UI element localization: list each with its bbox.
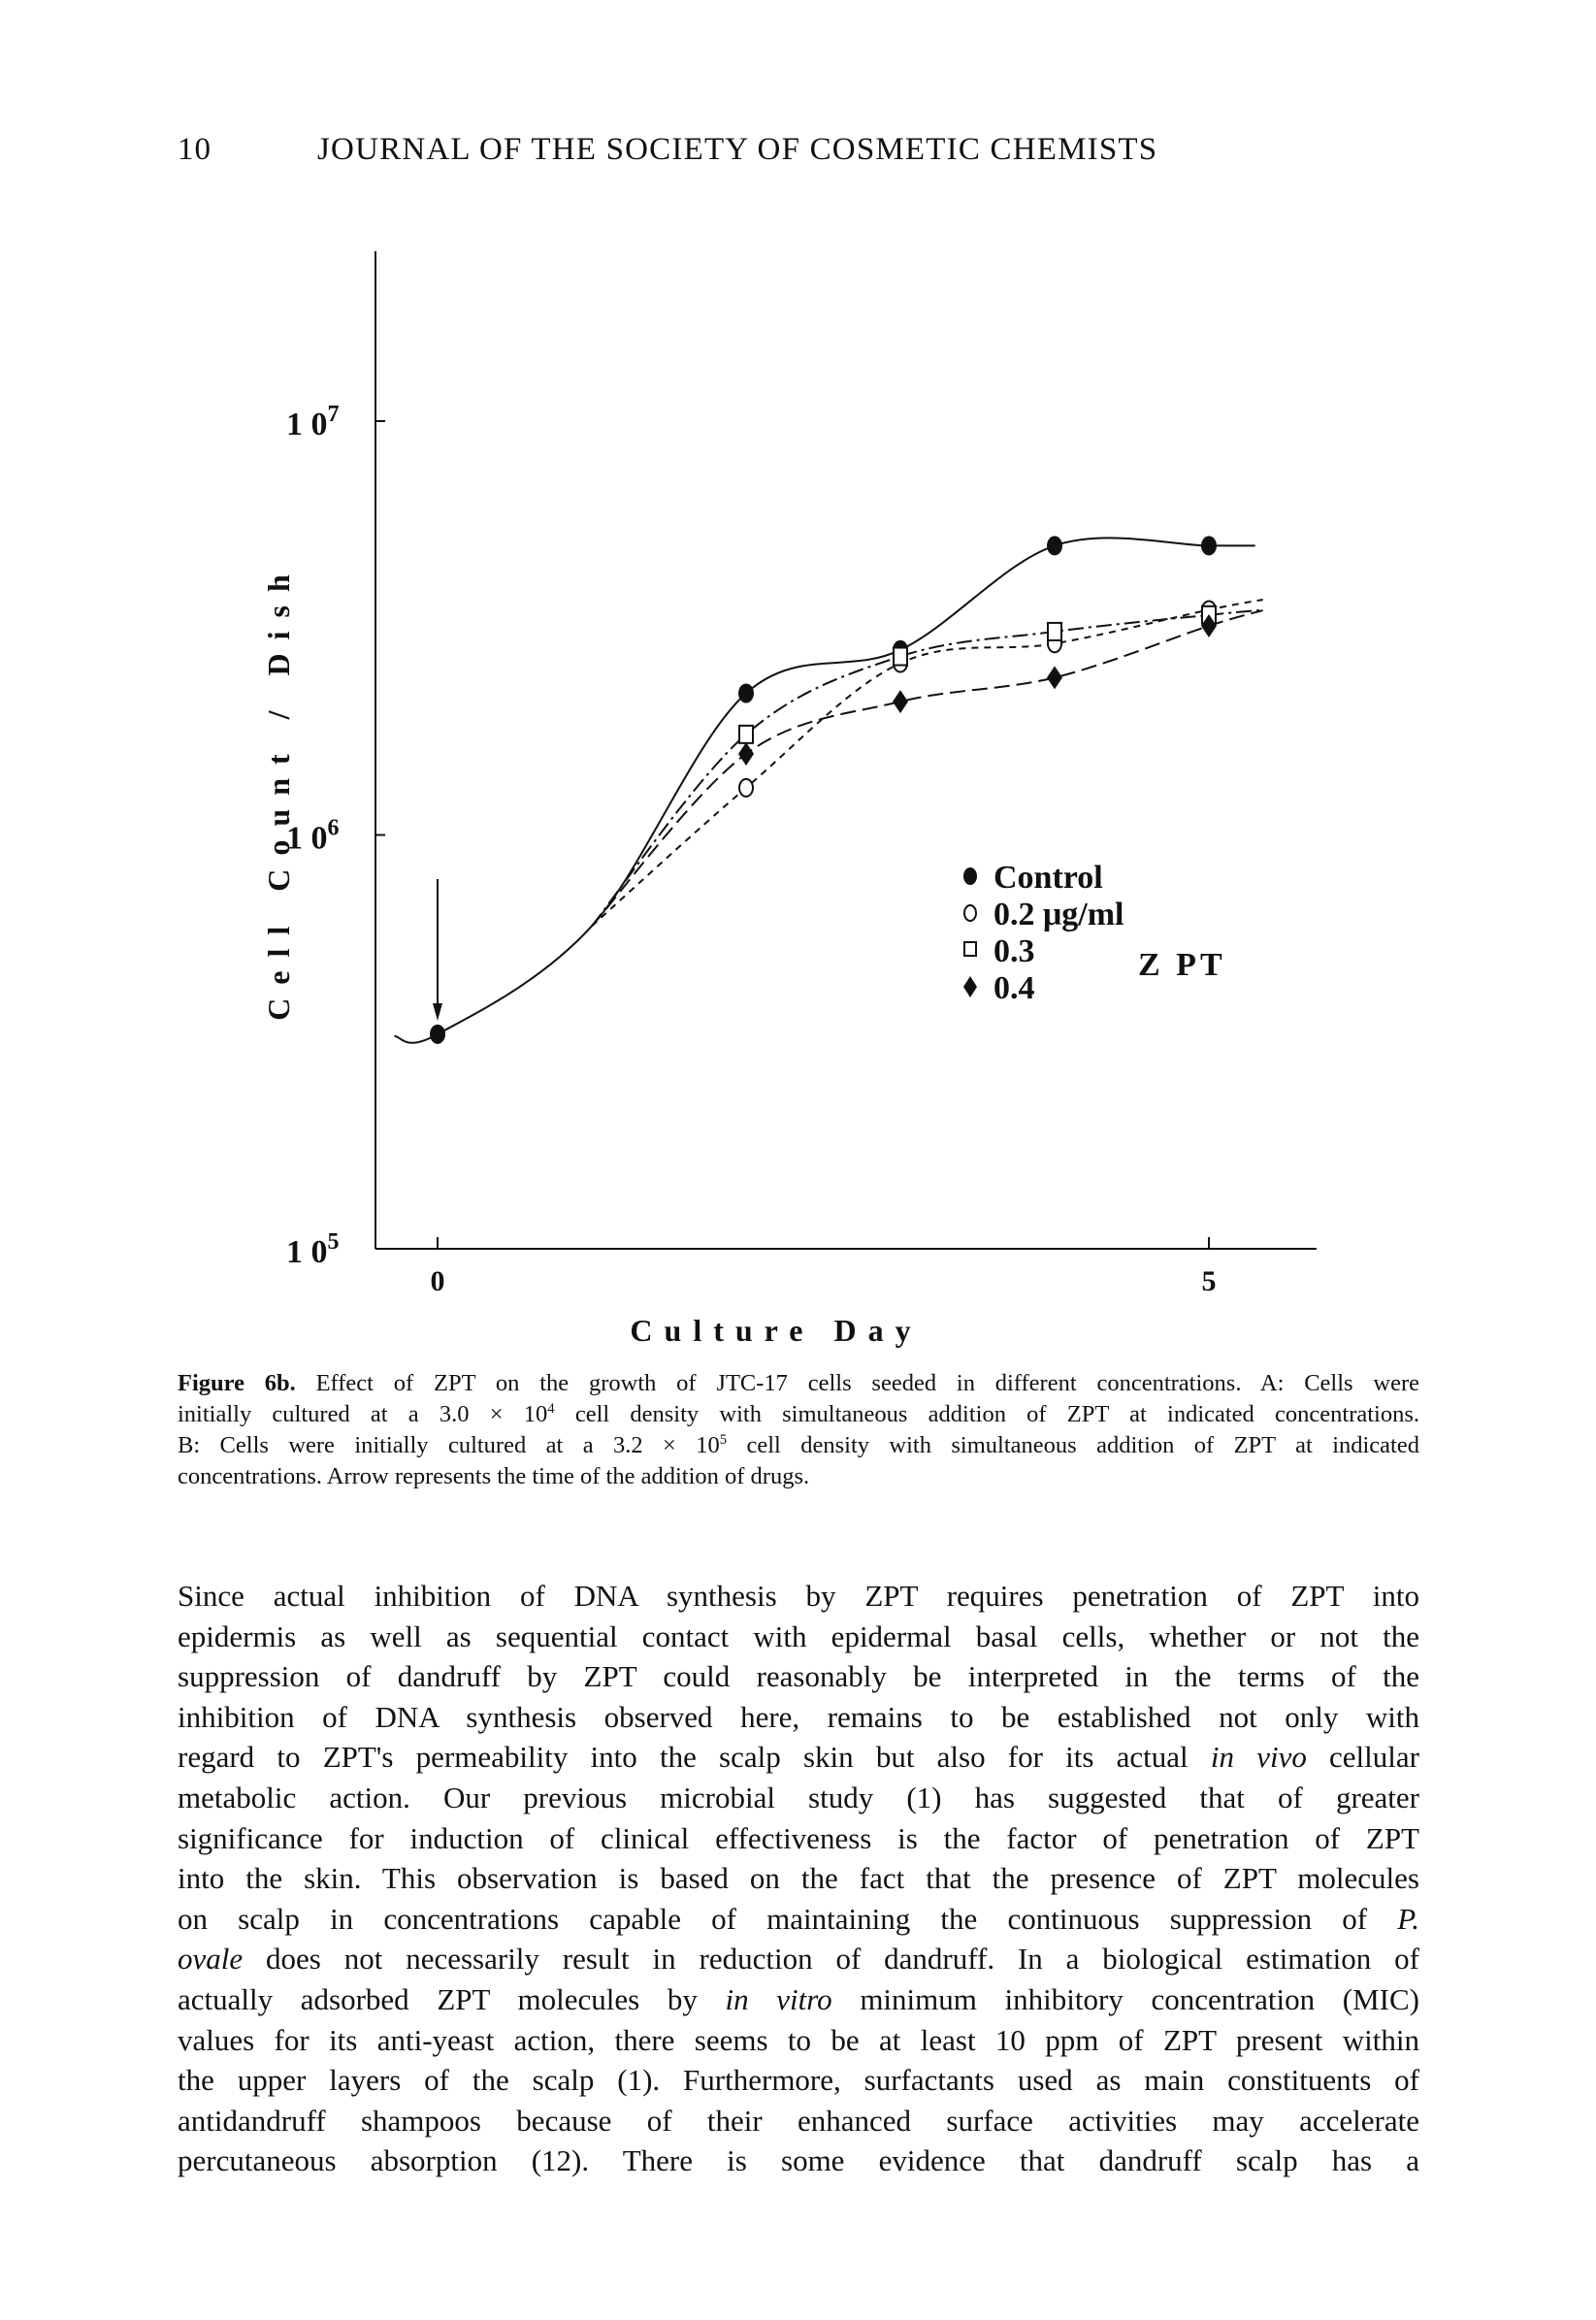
text-segment: into the skin. This observation is based on the fact that the presence of ZPT molecules (178, 1861, 1419, 1896)
text-line (178, 1979, 1419, 2020)
legend-marker-diamond-icon (963, 976, 977, 997)
text-segment: significance for induction of clinical effectiveness is the factor of penetration of ZPT (178, 1820, 1419, 1855)
text-segment: antidandruff shampoos because of their enhanced surface activities may accelerate (178, 2103, 1419, 2138)
text-segment: in vivo (1210, 1740, 1307, 1775)
text-segment: the upper layers of the scalp (1). Furthermore, surfactants used as main constituents of (178, 2063, 1419, 2098)
text-line (178, 1818, 1419, 1859)
legend-marker-open-square-icon (964, 942, 976, 956)
text-line (178, 1399, 1419, 1430)
tick-base: 1 0 (286, 1234, 328, 1270)
series-line-2 (592, 610, 1263, 927)
legend-marker-filled-circle-icon (963, 867, 977, 885)
legend-group-label: Z PT (1138, 947, 1226, 983)
text-segment: metabolic action. Our previous microbial study (1) has suggested that of greater (178, 1780, 1419, 1814)
text-line (178, 1737, 1419, 1778)
data-point-control (430, 1025, 445, 1044)
y-axis-label: Cell Count / Dish (261, 561, 296, 1021)
text-line (178, 1430, 1419, 1461)
legend-label: 0.2 μg/ml (993, 897, 1124, 932)
data-point-0-3 (739, 726, 753, 743)
series-line-1 (592, 600, 1263, 926)
text-segment: ovale (178, 1942, 244, 1977)
text-line (178, 2140, 1419, 2181)
text-line (178, 1617, 1419, 1657)
text-segment: on scalp in concentrations capable of maintaining the continuous suppression of (178, 1901, 1398, 1936)
series-line-3 (592, 610, 1263, 926)
x-tick-label: 0 (430, 1265, 445, 1297)
tick-exponent: 6 (327, 815, 340, 841)
text-line (178, 1899, 1419, 1940)
tick-exponent: 7 (327, 402, 340, 427)
text-line (178, 1858, 1419, 1899)
data-point-0-4 (1047, 666, 1062, 689)
text-segment: 5 (719, 1431, 728, 1448)
series-line-0 (394, 538, 1254, 1042)
text-segment: initially cultured at a 3.0 × 10 (178, 1401, 548, 1427)
text-segment: inhibition of DNA synthesis observed here, remains to be established not only with (178, 1699, 1419, 1734)
text-line (178, 1778, 1419, 1818)
text-segment: in vitro (725, 1981, 832, 2016)
text-line (178, 1368, 1419, 1399)
text-segment: minimum inhibitory concentration (MIC) (831, 1981, 1420, 2016)
tick-base: 1 0 (286, 407, 328, 442)
text-line (178, 2060, 1419, 2101)
text-segment: values for its anti-yeast action, there seems to be at least 10 ppm of ZPT present within (178, 2022, 1419, 2057)
text-line (178, 1576, 1419, 1617)
text-line (178, 1656, 1419, 1697)
tick-base: 1 0 (286, 820, 328, 857)
text-line (178, 2101, 1419, 2141)
text-segment: does not necessarily result in reduction of dandruff. In a biological estimation of (243, 1942, 1419, 1977)
body-paragraph (178, 1576, 1419, 2181)
legend-label: 0.4 (993, 970, 1035, 1006)
text-segment: suppression of dandruff by ZPT could reasonably be interpreted in the terms of the (178, 1659, 1419, 1694)
data-point-0-4 (738, 742, 754, 766)
text-segment: 4 (547, 1400, 555, 1417)
y-tick-label (286, 402, 340, 442)
text-segment: percutaneous absorption (12). There is some evidence that dandruff scalp has a (178, 2143, 1419, 2178)
data-point-0-2 (739, 779, 753, 797)
text-segment: cell density with simultaneous addition of ZPT at indicated concentrations. (554, 1401, 1420, 1427)
y-tick-label (286, 1229, 340, 1270)
text-segment: B: Cells were initially cultured at a 3.2 × 10 (178, 1432, 720, 1458)
x-axis-label: Culture Day (630, 1313, 923, 1348)
tick-exponent: 5 (327, 1229, 340, 1255)
text-segment: cell density with simultaneous addition of ZPT at indicated (727, 1432, 1419, 1458)
x-tick-label: 5 (1201, 1265, 1217, 1297)
data-point-0-3 (894, 648, 907, 666)
text-segment: actually adsorbed ZPT molecules by (178, 1981, 726, 2016)
text-line (178, 1939, 1419, 1979)
data-point-0-4 (893, 690, 908, 713)
text-segment: concentrations. Arrow represents the time of the addition of drugs. (178, 1463, 810, 1489)
data-point-control (1201, 536, 1217, 555)
data-point-control (1047, 536, 1062, 555)
legend-label: Control (993, 860, 1103, 896)
text-segment: cellular (1306, 1740, 1419, 1775)
legend-label: 0.3 (993, 933, 1035, 969)
text-segment: Effect of ZPT on the growth of JTC-17 cells seeded in different concentrations. A: Cells were (295, 1370, 1419, 1396)
text-line (178, 1461, 1419, 1492)
text-line (178, 2020, 1419, 2061)
figure-label: Figure 6b. (178, 1370, 296, 1396)
page-number: 10 (178, 132, 212, 167)
text-segment: P. (1397, 1901, 1419, 1936)
data-point-control (738, 683, 754, 703)
text-segment: epidermis as well as sequential contact with epidermal basal cells, whether or not the (178, 1618, 1419, 1653)
arrow-head-icon (433, 1003, 442, 1021)
figure-caption (178, 1368, 1419, 1492)
text-line (178, 1697, 1419, 1738)
text-segment: regard to ZPT's permeability into the scalp skin but also for its actual (178, 1740, 1211, 1775)
journal-title: JOURNAL OF THE SOCIETY OF COSMETIC CHEMISTS (317, 132, 1158, 167)
data-point-0-3 (1048, 623, 1061, 640)
text-segment: Since actual inhibition of DNA synthesis by ZPT requires penetration of ZPT into (178, 1579, 1419, 1613)
legend-marker-open-circle-icon (964, 905, 976, 921)
